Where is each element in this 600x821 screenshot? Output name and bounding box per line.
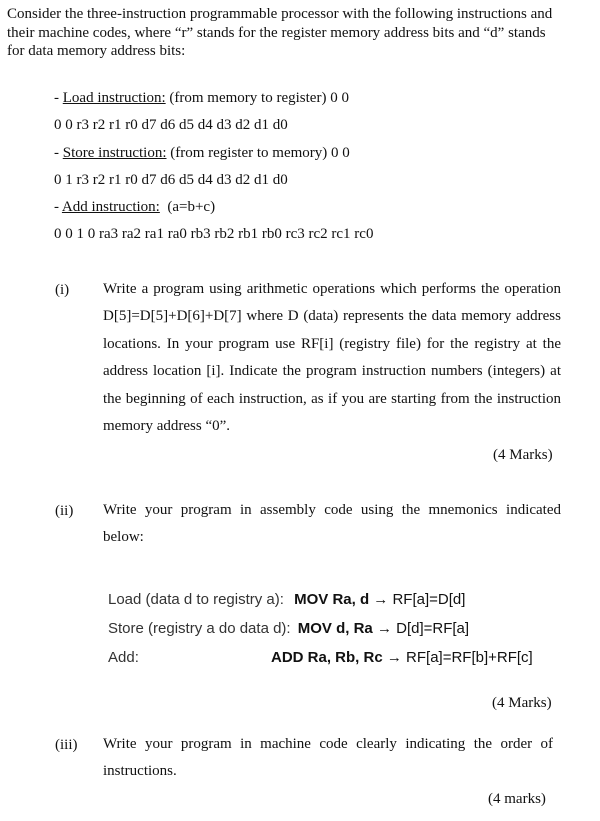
bullet-dash: - bbox=[54, 145, 63, 161]
question-marks: (4 Marks) bbox=[492, 695, 552, 711]
load-instruction-heading bbox=[54, 90, 349, 107]
store-instruction-desc: (from register to memory) 0 0 bbox=[166, 145, 350, 161]
add-instruction-desc: (a=b+c) bbox=[159, 199, 216, 215]
arrow-icon: → bbox=[386, 649, 402, 666]
mnemonic-row-load bbox=[108, 591, 465, 608]
load-instruction-desc: (from memory to register) 0 0 bbox=[165, 90, 349, 106]
question-text: Write a program using arithmetic operations which performs the operation D[5]=D[5]+D[6]+D[7] where D (data) represents the data memory address locations. In your program use RF[i] (registry file) for the registry at the address location [i]. Indicate the program instruction numbers (integers) at the beginning of each instruction, as if you are starting from the instruction memory address “0”. bbox=[103, 281, 561, 435]
mnemonic-label: Load (data d to registry a): bbox=[108, 591, 284, 608]
store-instruction-heading bbox=[54, 145, 350, 162]
mnemonic-label: Add: bbox=[108, 649, 139, 666]
store-instruction-name: Store instruction: bbox=[62, 145, 167, 161]
mnemonic-effect: D[d]=RF[a] bbox=[396, 620, 470, 637]
bullet-dash: - bbox=[54, 90, 63, 106]
intro-line-2: their machine codes, where “r” stands for the register memory address bits and “d” stands bbox=[7, 25, 546, 41]
question-number: (iii) bbox=[55, 737, 78, 753]
question-marks: (4 marks) bbox=[488, 791, 546, 807]
arrow-icon: → bbox=[373, 591, 389, 608]
intro-line-1: Consider the three-instruction programmable processor with the following instructions and bbox=[7, 6, 553, 22]
mnemonic-row-add-detail bbox=[271, 649, 533, 666]
mnemonic-effect: RF[a]=D[d] bbox=[392, 591, 466, 608]
mnemonic-row-store bbox=[108, 620, 469, 637]
mnemonic-syntax: ADD Ra, Rb, Rc bbox=[271, 649, 383, 666]
bullet-dash: - bbox=[54, 199, 62, 215]
add-instruction-name: Add instruction: bbox=[61, 199, 160, 215]
mnemonic-row-add bbox=[108, 649, 139, 666]
mnemonic-effect: RF[a]=RF[b]+RF[c] bbox=[406, 649, 533, 666]
load-instruction-name: Load instruction: bbox=[62, 90, 166, 106]
intro-line-3: for data memory address bits: bbox=[7, 43, 186, 59]
question-number: (i) bbox=[55, 282, 70, 298]
mnemonic-syntax: MOV d, Ra bbox=[297, 620, 373, 637]
add-instruction-code: 0 0 1 0 ra3 ra2 ra1 ra0 rb3 rb2 rb1 rb0 rc3 rc2 rc1 rc0 bbox=[54, 226, 374, 242]
question-text: Write your program in assembly code using the mnemonics indicated below: bbox=[103, 502, 561, 546]
add-instruction-heading bbox=[54, 199, 215, 216]
question-number: (ii) bbox=[55, 503, 74, 519]
mnemonic-syntax: MOV Ra, d bbox=[294, 591, 370, 608]
arrow-icon: → bbox=[376, 620, 392, 637]
store-instruction-code: 0 1 r3 r2 r1 r0 d7 d6 d5 d4 d3 d2 d1 d0 bbox=[54, 172, 288, 188]
question-text: Write your program in machine code clearly indicating the order of instructions. bbox=[103, 736, 553, 780]
question-marks: (4 Marks) bbox=[493, 447, 553, 463]
load-instruction-code: 0 0 r3 r2 r1 r0 d7 d6 d5 d4 d3 d2 d1 d0 bbox=[54, 117, 288, 133]
mnemonic-label: Store (registry a do data d): bbox=[108, 620, 291, 637]
